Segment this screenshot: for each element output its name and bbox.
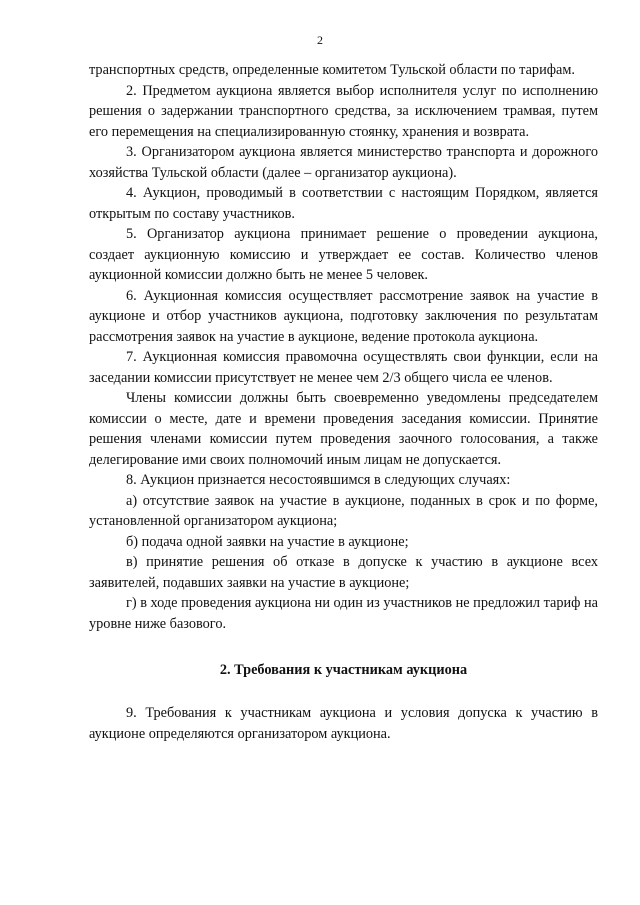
paragraph-members-notice: Члены комиссии должны быть своевременно уведомлены председателем комиссии о месте, дате и времени проведения заседания комиссии. Принятие решения членами комиссии путем проведения заочного голосования, а также делегирование ими своих полномочий иным лицам не допускается. [89,390,598,468]
paragraph-continuation: транспортных средств, определенные комитетом Тульской области по тарифам. [89,62,575,78]
paragraph-item-5: 5. Организатор аукциона принимает решение о проведении аукциона, создает аукционную комиссию и утверждает ее состав. Количество членов аукционной комиссии должно быть не менее 5 человек. [89,226,598,283]
paragraph-item-7: 7. Аукционная комиссия правомочна осуществлять свои функции, если на заседании комиссии присутствует не менее чем 2/3 общего числа ее членов. [89,349,598,386]
paragraph-item-8: 8. Аукцион признается несостоявшимся в следующих случаях: [126,472,511,488]
paragraph-item-3: 3. Организатором аукциона является министерство транспорта и дорожного хозяйства Тульской области (далее – организатор аукциона). [89,144,598,181]
paragraph-item-2: 2. Предметом аукциона является выбор исполнителя услуг по исполнению решения о задержании транспортного средства, за исключением трамвая, путем его перемещения на специализированную стоянку, хранения и возврата. [89,82,598,140]
paragraph-item-6: 6. Аукционная комиссия осуществляет рассмотрение заявок на участие в аукционе и отбор участников аукциона, подготовку заключения по результатам рассмотрения заявок на участие в аукционе, ведение протокола аукциона. [89,287,598,345]
paragraph-item-8g: г) в ходе проведения аукциона ни один из участников не предложил тариф на уровне ниже базового. [89,595,598,632]
paragraph-item-8b: б) подача одной заявки на участие в аукционе; [126,533,409,550]
paragraph-item-8a: а) отсутствие заявок на участие в аукционе, поданных в срок и по форме, установленной организатором аукциона; [89,492,598,529]
paragraph-item-9: 9. Требования к участникам аукциона и условия допуска к участию в аукционе определяются организатором аукциона. [89,705,598,742]
paragraph-item-4: 4. Аукцион, проводимый в соответствии с настоящим Порядком, является открытым по составу участников. [89,185,598,222]
page-number: 2 [317,33,323,47]
paragraph-item-8v: в) принятие решения об отказе в допуске к участию в аукционе всех заявителей, подавших заявки на участие в аукционе; [89,554,598,591]
section-heading: 2. Требования к участникам аукциона [219,662,468,678]
document-body [89,60,598,744]
